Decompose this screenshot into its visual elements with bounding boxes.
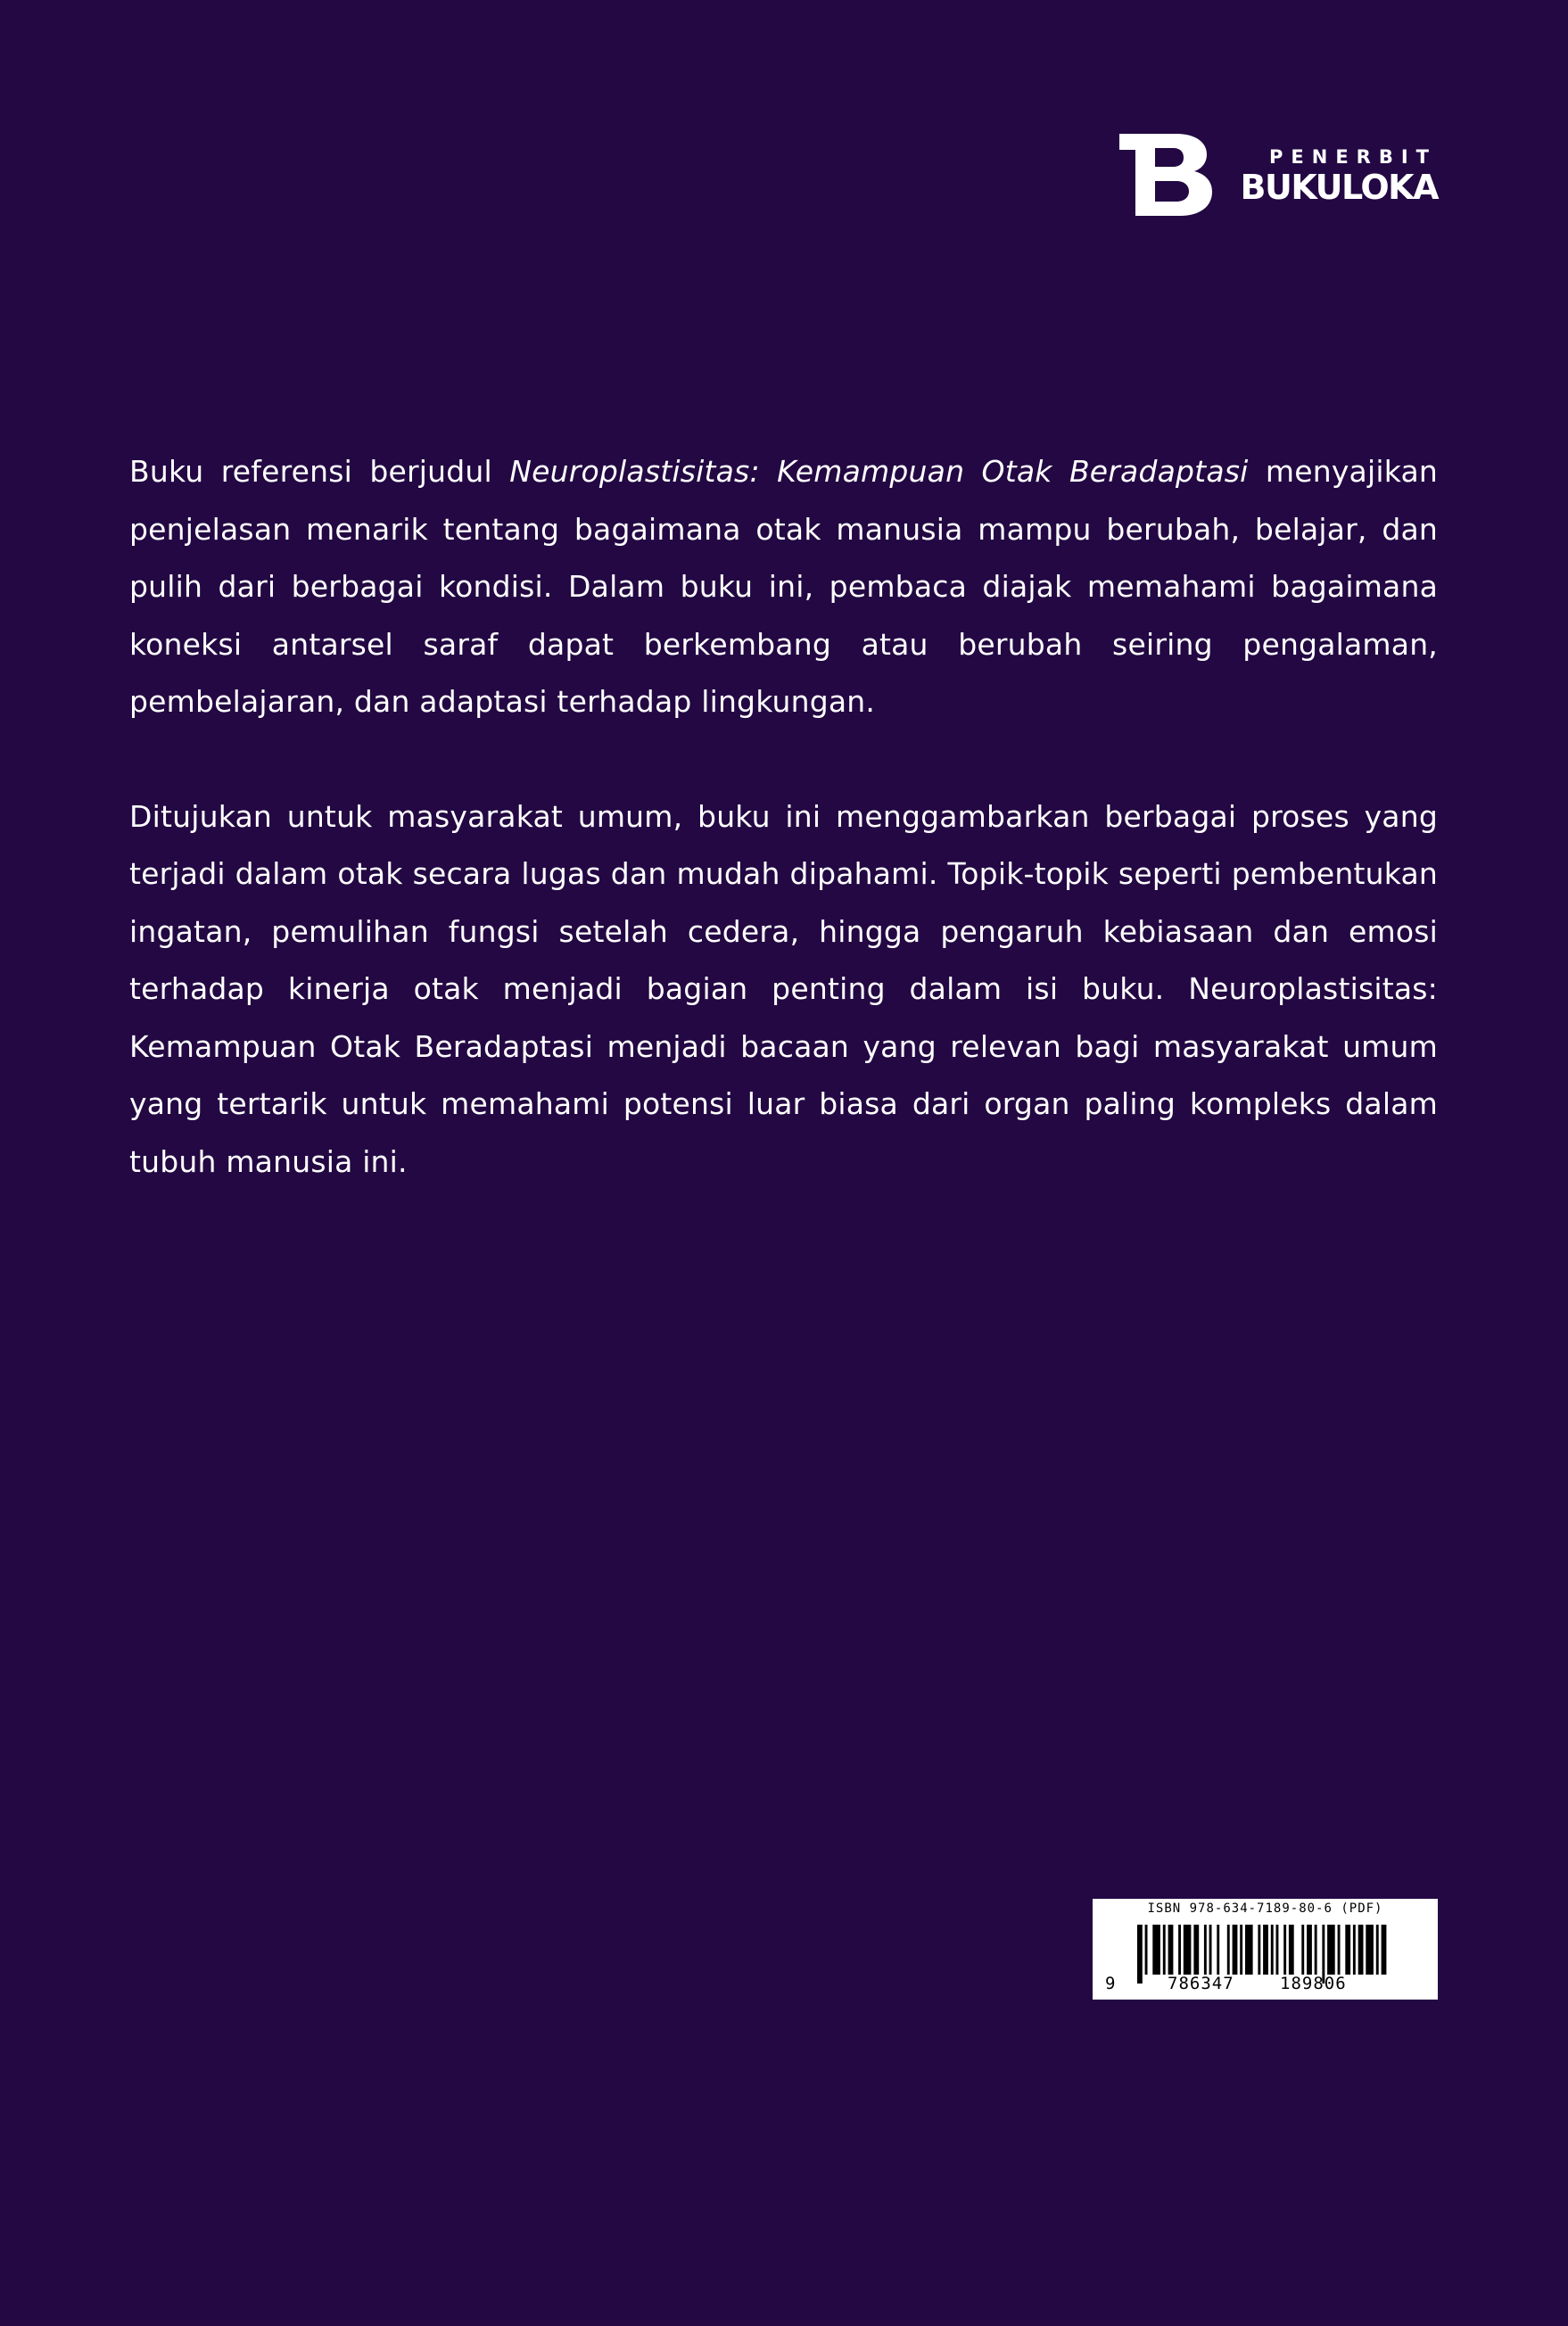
barcode-bar: [1276, 1925, 1279, 1975]
barcode-bar: [1283, 1925, 1286, 1975]
barcode-bar: [1289, 1925, 1294, 1975]
barcode-bar: [1240, 1925, 1242, 1975]
barcode-bar: [1245, 1925, 1253, 1975]
barcode-bar: [1376, 1925, 1379, 1975]
book-blurb: [129, 443, 1438, 1248]
barcode-bar: [1382, 1925, 1387, 1975]
barcode-bar: [1263, 1925, 1268, 1975]
publisher-logo: [1119, 134, 1438, 216]
isbn-barcode: [1093, 1899, 1438, 2000]
barcode-bar: [1327, 1925, 1335, 1975]
barcode-bar: [1217, 1925, 1219, 1975]
barcode-bar: [1233, 1925, 1238, 1975]
barcode-bar: [1168, 1925, 1174, 1975]
barcode-bar: [1366, 1925, 1374, 1975]
barcode-bar: [1258, 1925, 1260, 1975]
publisher-label: PENERBIT: [1269, 146, 1437, 168]
isbn-label: ISBN 978-634-7189-80-6 (PDF): [1147, 1901, 1383, 1916]
book-title-italic: Neuroplastisitas: Kemampuan Otak Beradaptasi: [509, 454, 1249, 489]
barcode-bar: [1345, 1925, 1350, 1975]
barcode-bar: [1209, 1925, 1212, 1975]
barcode-bar: [1338, 1925, 1341, 1975]
barcode-digits-left: 786347: [1168, 1974, 1234, 1993]
bukuloka-b-logo-icon: [1119, 134, 1212, 216]
barcode-bar: [1307, 1925, 1312, 1975]
barcode-bar: [1315, 1925, 1317, 1975]
barcode-bar: [1204, 1925, 1207, 1975]
barcode-bar: [1163, 1925, 1166, 1975]
barcode-bar: [1193, 1925, 1199, 1975]
barcode-bar: [1145, 1925, 1148, 1975]
blurb-paragraph-1: [129, 443, 1438, 731]
blurb-paragraph-1-prefix: Buku referensi berjudul: [129, 454, 510, 489]
barcode-bar: [1358, 1925, 1364, 1975]
barcode-bars: [1093, 1899, 1438, 2000]
barcode-digit-first: 9: [1105, 1974, 1117, 1993]
barcode-bar: [1353, 1925, 1356, 1975]
barcode-bar: [1137, 1925, 1143, 1984]
barcode-bar: [1227, 1925, 1230, 1975]
publisher-name: BUKULOKA: [1240, 168, 1438, 207]
barcode-bar: [1152, 1925, 1160, 1975]
barcode-digits-right: 189806: [1280, 1974, 1347, 1993]
blurb-paragraph-1-suffix: menyajikan penjelasan menarik tentang bagaimana otak manusia mampu berubah, belajar, dan pulih dari berbagai kondisi. Dalam buku ini, pembaca diajak memahami bagaimana koneksi antarsel saraf dapat berkembang atau berubah seiring pengalaman, pembelajaran, dan adaptasi terhadap lingkungan.: [129, 454, 1438, 719]
barcode-bar: [1301, 1925, 1304, 1975]
barcode-bar: [1184, 1925, 1192, 1975]
blurb-paragraph-2: Ditujukan untuk masyarakat umum, buku ini menggambarkan berbagai proses yang terjadi dalam otak secara lugas dan mudah dipahami. Topik-topik seperti pembentukan ingatan, pemulihan fungsi setelah cedera, hingga pengaruh kebiasaan dan emosi terhadap kinerja otak menjadi bagian penting dalam isi buku. Neuroplastisitas: Kemampuan Otak Beradaptasi menjadi bacaan yang relevan bagi masyarakat umum yang tertarik untuk memahami potensi luar biasa dari organ paling kompleks dalam tubuh manusia ini.: [129, 798, 1438, 1179]
barcode-bar: [1178, 1925, 1181, 1975]
barcode-bar: [1271, 1925, 1274, 1975]
